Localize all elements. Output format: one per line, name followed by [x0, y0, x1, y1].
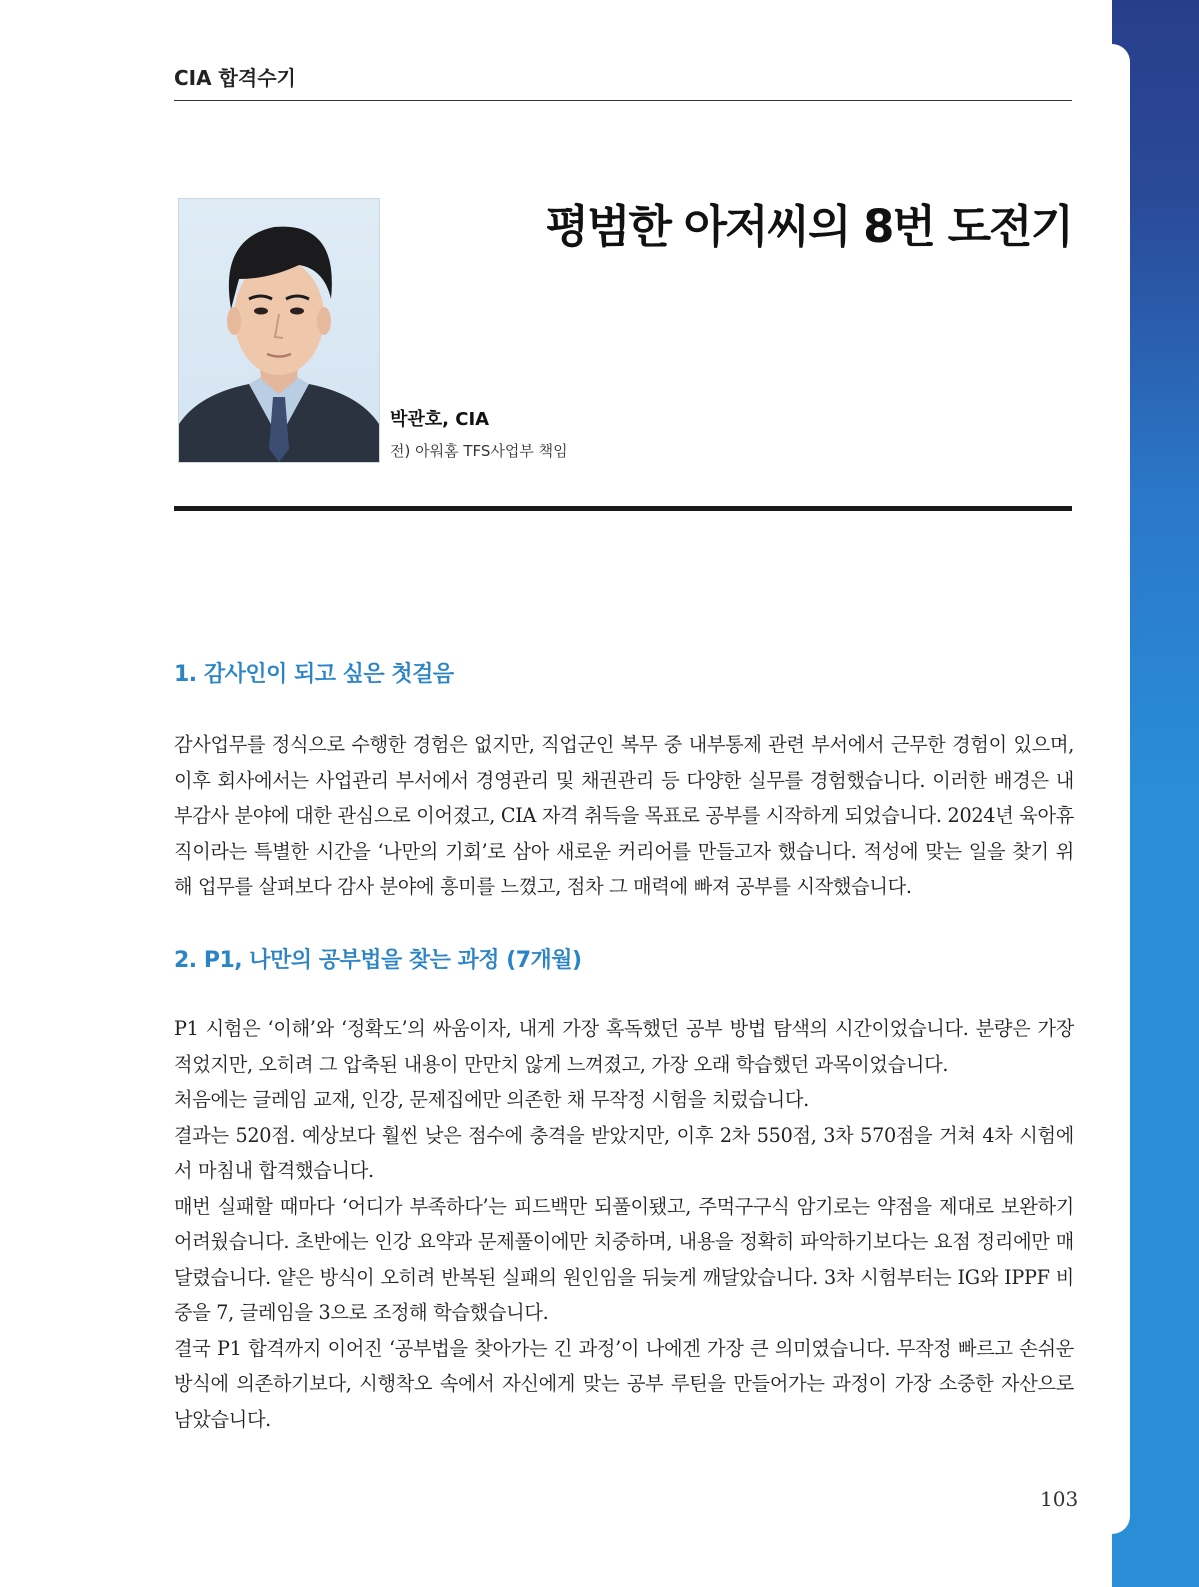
header-divider	[174, 100, 1072, 101]
section-heading-1: 1. 감사인이 되고 싶은 첫걸음	[174, 662, 454, 687]
author-photo	[178, 198, 380, 463]
paragraph: 처음에는 글레임 교재, 인강, 문제집에만 의존한 채 무작정 시험을 치렀습니다.	[174, 1088, 809, 1111]
paragraph: P1 시험은 ‘이해’와 ‘정확도’의 싸움이자, 내게 가장 혹독했던 공부 방법 탐색의 시간이었습니다. 분량은 가장 적었지만, 오히려 그 압축된 내용이 만만치 않게 느껴졌고, 가장 오래 학습했던 과목이었습니다.	[174, 1017, 1074, 1076]
section-1-body	[174, 727, 1074, 905]
paragraph: 결국 P1 합격까지 이어진 ‘공부법을 찾아가는 긴 과정’이 나에겐 가장 큰 의미였습니다. 무작정 빠르고 손쉬운 방식에 의존하기보다, 시행착오 속에서 자신에게 맞는 공부 루틴을 만들어가는 과정이 가장 소중한 자산으로 남았습니다.	[174, 1336, 1074, 1431]
author-name: 박관호, CIA	[390, 409, 490, 430]
paragraph: 결과는 520점. 예상보다 훨씬 낮은 점수에 충격을 받았지만, 이후 2차 550점, 3차 570점을 거쳐 4차 시험에서 마침내 합격했습니다.	[174, 1123, 1074, 1182]
author-portrait-image	[179, 199, 379, 462]
article-title: 평범한 아저씨의 8번 도전기	[545, 200, 1072, 253]
running-header: CIA 합격수기	[174, 66, 296, 90]
paragraph: 감사업무를 정식으로 수행한 경험은 없지만, 직업군인 복무 중 내부통제 관련 부서에서 근무한 경험이 있으며, 이후 회사에서는 사업관리 부서에서 경영관리 및 채권관리 등 다양한 실무를 경험했습니다. 이러한 배경은 내부감사 분야에 대한 관심으로 이어졌고, CIA 자격 취득을 목표로 공부를 시작하게 되었습니다. 2024년 육아휴직이라는 특별한 시간을 ‘나만의 기회’로 삼아 새로운 커리어를 만들고자 했습니다. 적성에 맞는 일을 찾기 위해 업무를 살펴보다 감사 분야에 흥미를 느꼈고, 점차 그 매력에 빠져 공부를 시작했습니다.	[174, 733, 1074, 898]
page-number: 103	[1040, 1487, 1079, 1511]
section-2-body	[174, 1011, 1074, 1437]
section-heading-2: 2. P1, 나만의 공부법을 찾는 과정 (7개월)	[174, 948, 582, 973]
title-divider	[174, 506, 1072, 511]
author-role: 전) 아워홈 TFS사업부 책임	[390, 442, 568, 460]
side-tab-inner-curve	[1112, 44, 1130, 1534]
paragraph: 매번 실패할 때마다 ‘어디가 부족하다’는 피드백만 되풀이됐고, 주먹구구식 암기로는 약점을 제대로 보완하기 어려웠습니다. 초반에는 인강 요약과 문제풀이에만 치중하며, 내용을 정확히 파악하기보다는 요점 정리에만 매달렸습니다. 얕은 방식이 오히려 반복된 실패의 원인임을 뒤늦게 깨달았습니다. 3차 시험부터는 IG와 IPPF 비중을 7, 글레임을 3으로 조정해 학습했습니다.	[174, 1194, 1074, 1324]
